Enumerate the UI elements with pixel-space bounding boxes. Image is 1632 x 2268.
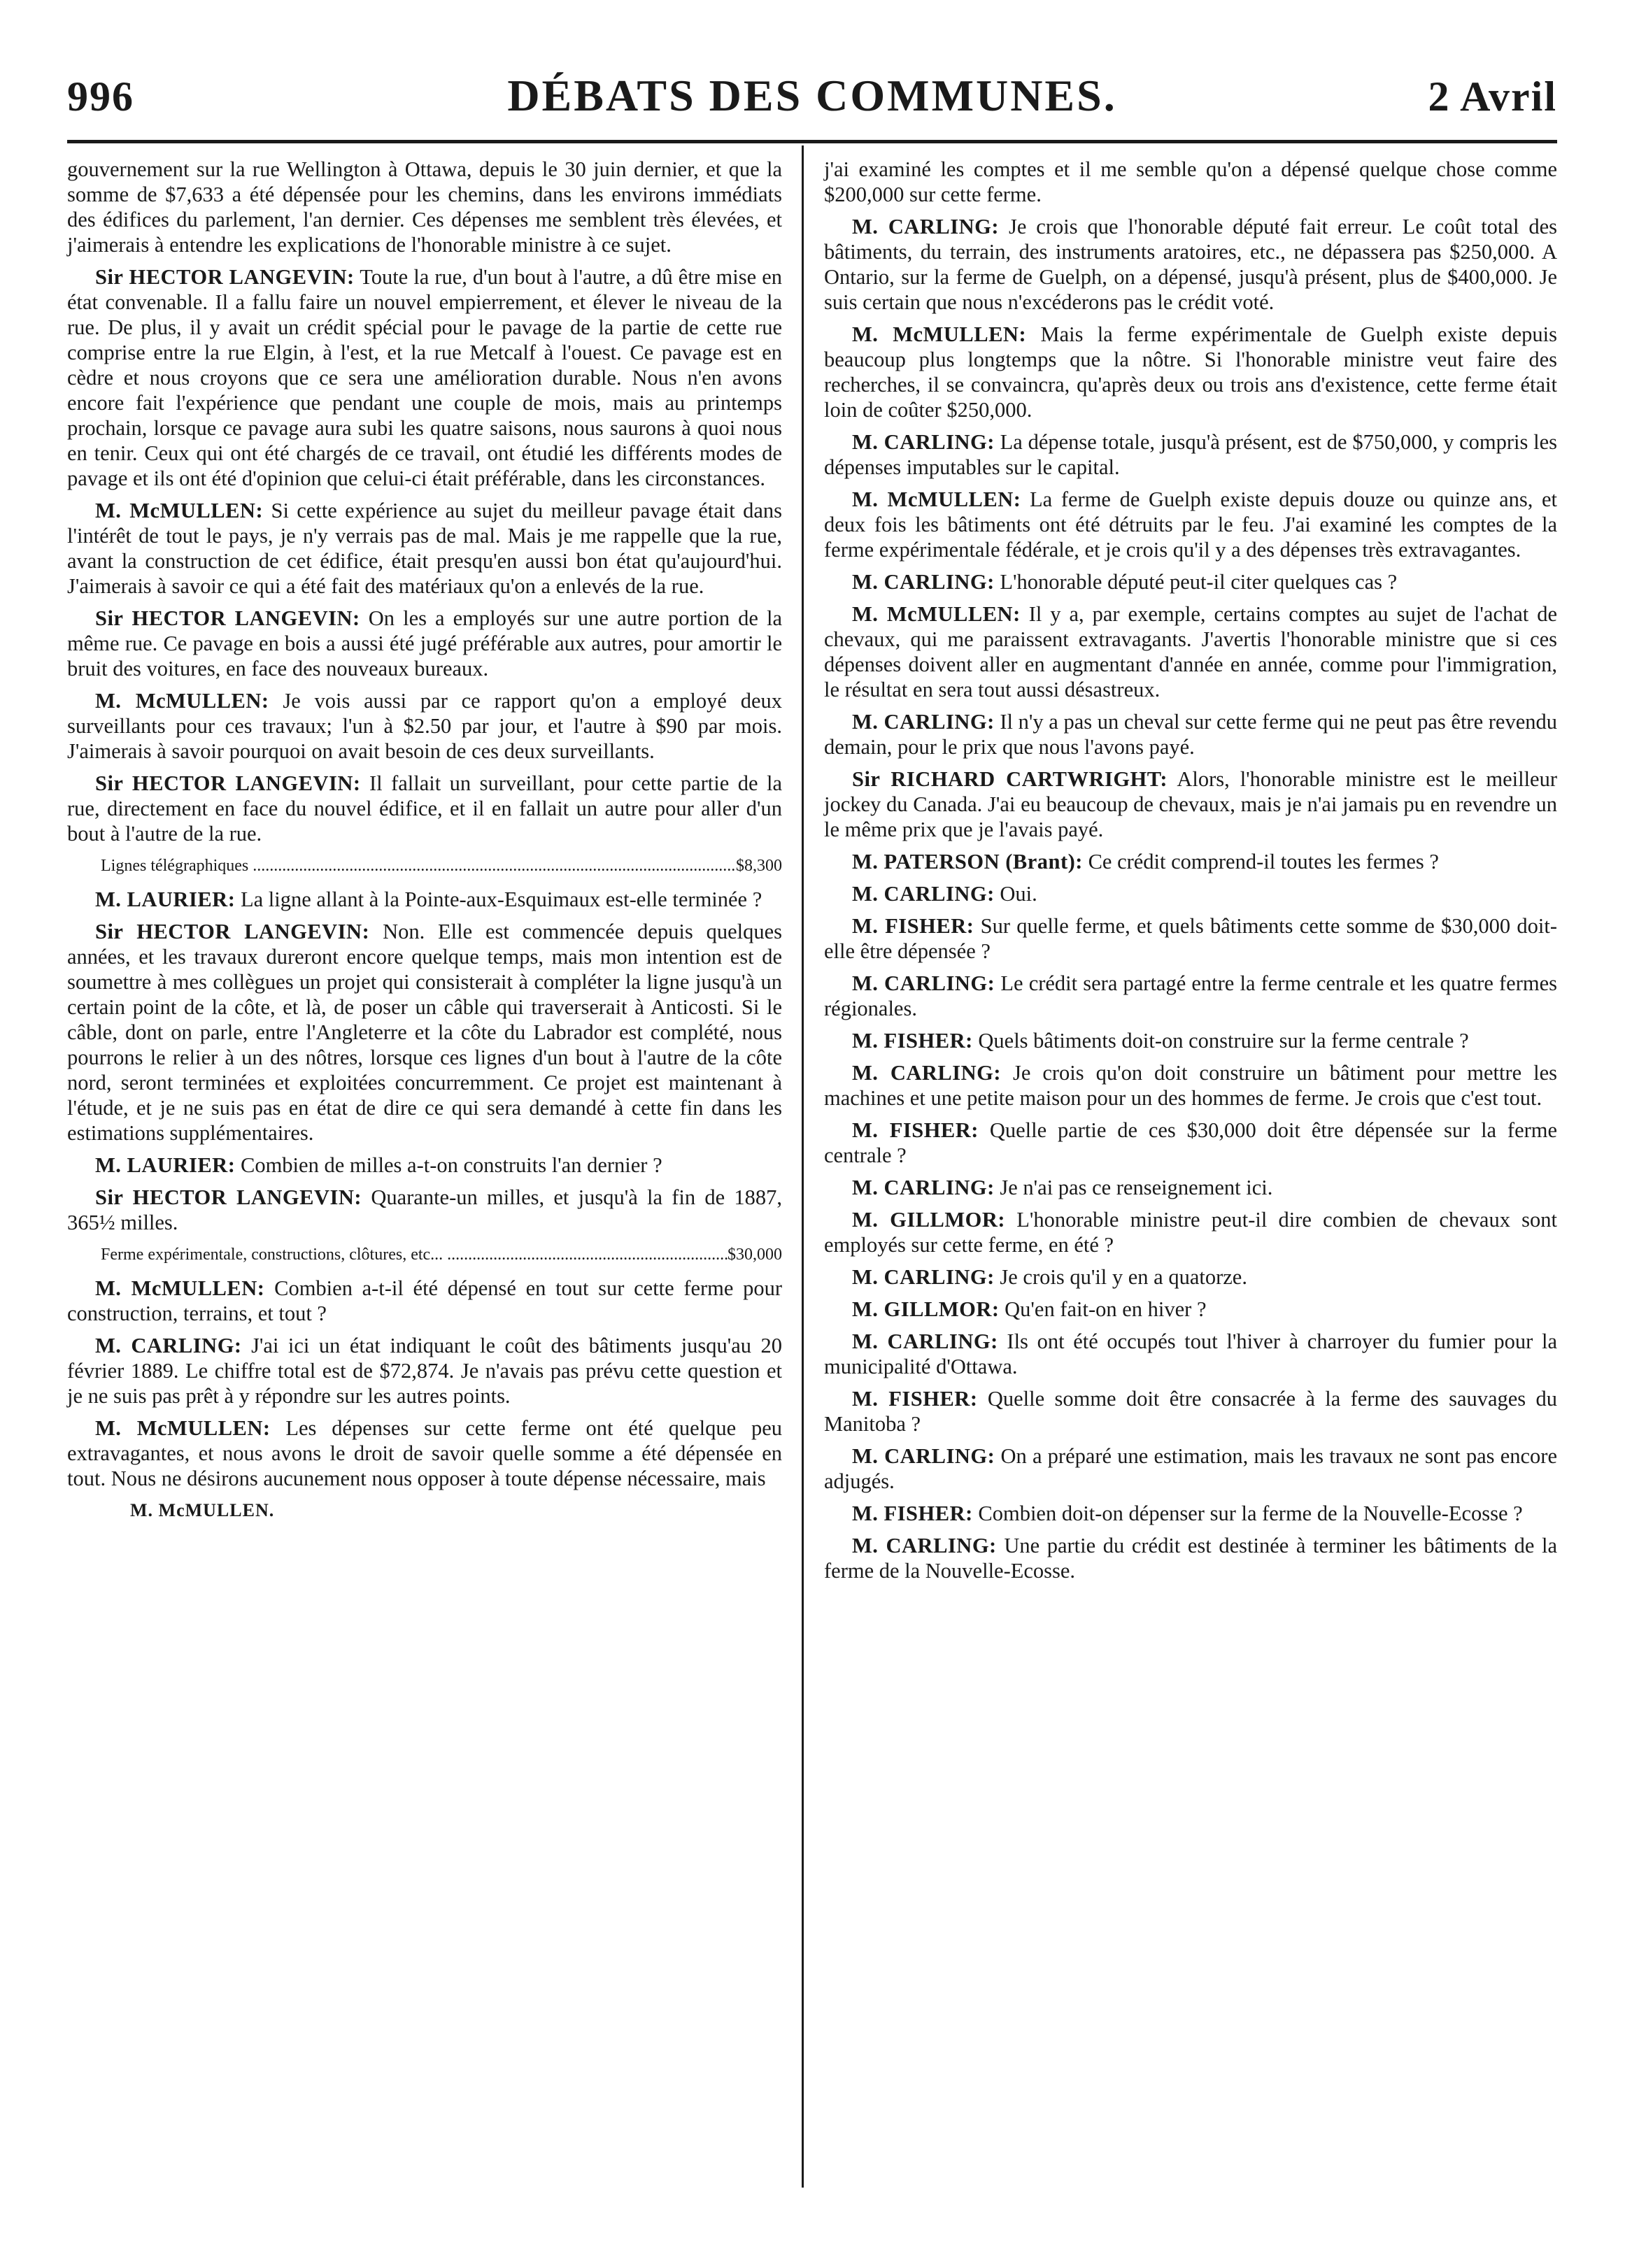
paragraph bbox=[67, 771, 782, 846]
paragraph bbox=[824, 601, 1557, 702]
speech-text: La ferme de Guelph existe depuis douze ou quinze ans, et deux fois les bâtiments ont été détruits par le feu. J'ai examiné les comptes de la ferme expérimentale fédérale, et je crois qu'il y a des dépenses très extravagantes. bbox=[824, 487, 1557, 562]
paragraph bbox=[67, 887, 782, 912]
page-number: 996 bbox=[67, 73, 134, 120]
paragraph bbox=[824, 1028, 1557, 1053]
speaker-name: M. CARLING: bbox=[852, 570, 995, 594]
speaker-name: M. CARLING: bbox=[852, 971, 995, 995]
speech-text: Mais la ferme expérimentale de Guelph existe depuis beaucoup plus longtemps que la nôtre. Si l'honorable ministre veut faire des recherches, il se convaincra, qu'après deux ou trois ans d'existence, cette ferme était loin de coûter $250,000. bbox=[824, 322, 1558, 422]
speech-text: Je n'ai pas ce renseignement ici. bbox=[1000, 1176, 1273, 1199]
paragraph bbox=[67, 498, 782, 599]
page bbox=[67, 67, 1557, 2235]
paragraph bbox=[67, 1415, 782, 1491]
paragraph bbox=[824, 971, 1557, 1021]
speech-text: La ligne allant à la Pointe-aux-Esquimaux est-elle terminée ? bbox=[240, 887, 762, 911]
speech-text: Ce crédit comprend-il toutes les fermes ? bbox=[1088, 850, 1439, 873]
estimate-label: Ferme expérimentale, constructions, clôtures, etc... ..... bbox=[101, 1242, 728, 1267]
speech-text: La dépense totale, jusqu'à présent, est de $750,000, y compris les dépenses imputables sur le capital. bbox=[824, 430, 1558, 479]
speaker-name: M. McMULLEN: bbox=[95, 1276, 265, 1300]
speech-text: Quelle somme doit être consacrée à la ferme des sauvages du Manitoba ? bbox=[824, 1387, 1558, 1436]
page-title: DÉBATS DES COMMUNES. bbox=[507, 71, 1117, 120]
speaker-name: M. LAURIER: bbox=[95, 1153, 236, 1177]
paragraph bbox=[824, 1329, 1557, 1379]
speech-text: L'honorable ministre peut-il dire combien de chevaux sont employés sur cette ferme, en été ? bbox=[824, 1208, 1558, 1257]
header-rule bbox=[67, 140, 1557, 143]
estimate-item bbox=[101, 1242, 782, 1267]
estimate-amount: $30,000 bbox=[728, 1246, 782, 1264]
paragraph bbox=[824, 913, 1557, 964]
speaker-name: Sir HECTOR LANGEVIN: bbox=[95, 606, 360, 630]
speech-text: J'ai ici un état indiquant le coût des bâtiments jusqu'au 20 février 1889. Le chiffre total est de $72,874. Je n'avais pas prévu cette question et je ne suis pas prêt à y répondre sur les autres points. bbox=[67, 1334, 782, 1408]
speaker-name: M. FISHER: bbox=[852, 1029, 973, 1053]
column-divider bbox=[802, 145, 804, 2188]
paragraph bbox=[67, 264, 782, 491]
paragraph: gouvernement sur la rue Wellington à Ottawa, depuis le 30 juin dernier, et que la somme de $7,633 a été dépensée pour les chemins, dans les environs immédiats des édifices du parlement, l'an dernier. Ces dépenses me semblent très élevées, et j'aimerais à entendre les explications de l'honorable ministre à ce sujet. bbox=[67, 157, 782, 257]
speech-text: Combien doit-on dépenser sur la ferme de la Nouvelle-Ecosse ? bbox=[978, 1502, 1523, 1525]
speaker-name: M. CARLING: bbox=[852, 1534, 997, 1557]
speaker-name: M. CARLING: bbox=[852, 710, 995, 734]
speaker-name: Sir HECTOR LANGEVIN: bbox=[95, 920, 370, 943]
paragraph bbox=[824, 1060, 1557, 1111]
speaker-name: M. FISHER: bbox=[852, 914, 974, 938]
speech-text: Quelle partie de ces $30,000 doit être dépensée sur la ferme centrale ? bbox=[824, 1118, 1558, 1167]
speaker-name: M. FISHER: bbox=[852, 1387, 978, 1411]
speech-text: Le crédit sera partagé entre la ferme centrale et les quatre fermes régionales. bbox=[824, 971, 1557, 1020]
paragraph bbox=[67, 1276, 782, 1326]
paragraph bbox=[824, 569, 1557, 594]
speaker-name: M. McMULLEN: bbox=[95, 499, 264, 522]
speech-text: Quarante-un milles, et jusqu'à la fin de 1887, 365½ milles. bbox=[67, 1185, 782, 1234]
speech-text: Je crois que l'honorable député fait erreur. Le coût total des bâtiments, du terrain, des instruments aratoires, etc., ne dépassera pas $250,000. A Ontario, sur la ferme de Guelph, on a dépensé, jusqu'à présent, plus de $400,000. Je suis certain que nous n'excéderons pas le crédit voté. bbox=[824, 215, 1557, 314]
speaker-name: M. GILLMOR: bbox=[852, 1297, 1000, 1321]
speech-text: Non. Elle est commencée depuis quelques années, et les travaux dureront encore quelque temps, mais mon intention est de soumettre à mes collègues un projet qui consisterait à compléter la ligne jusqu'à un certain point de la côte, et là, de poser un câble qui traverserait à Anticosti. Si le câble, dont on parle, entre l'Angleterre et la côte du Labrador est complété, nous pourrons le relier à un des nôtres, lorsque ces lignes d'un bout à l'autre de la côte nord, seront terminées et exploitées concurremment. Ce projet est maintenant à l'étude, et je ne suis pas en état de dire ce qui sera demandé à cette fin dans les estimations supplémentaires. bbox=[67, 920, 783, 1145]
paragraph bbox=[67, 606, 782, 681]
speech-text: Je crois qu'on doit construire un bâtiment pour mettre les machines et une petite maison pour un des hommes de ferme. Je crois que c'est tout. bbox=[824, 1061, 1557, 1110]
page-date: 2 Avril bbox=[1428, 73, 1557, 120]
paragraph bbox=[824, 1533, 1557, 1583]
speech-text: Combien de milles a-t-on construits l'an dernier ? bbox=[240, 1153, 662, 1177]
speaker-name: M. CARLING: bbox=[852, 1265, 995, 1289]
speech-text: Une partie du crédit est destinée à terminer les bâtiments de la ferme de la Nouvelle-Ecosse. bbox=[824, 1534, 1557, 1583]
speaker-name: Sir HECTOR LANGEVIN: bbox=[95, 771, 361, 795]
page-header bbox=[67, 67, 1557, 130]
speaker-name: M. McMULLEN: bbox=[95, 689, 269, 713]
speech-text: Toute la rue, d'un bout à l'autre, a dû être mise en état convenable. Il a fallu faire un nouvel empierrement, et élever le niveau de la rue. De plus, il y avait un crédit spécial pour le pavage de la partie de cette rue comprise entre la rue Elgin, à l'est, et la rue Metcalf à l'ouest. Ce pavage est en cèdre et nous croyons que ce sera une amélioration durable. Nous n'en avons encore fait l'expérience que pendant une couple de mois, mais au printemps prochain, lorsque ce pavage aura subi les quatre saisons, nous saurons à quoi nous en tenir. Ceux qui ont été chargés de ce travail, ont étudié les différents modes de pavage et ils ont été d'opinion que celui-ci était préférable, dans les circonstances. bbox=[67, 265, 782, 490]
paragraph bbox=[824, 429, 1557, 480]
speech-text: Sur quelle ferme, et quels bâtiments cette somme de $30,000 doit-elle être dépensée ? bbox=[824, 914, 1558, 963]
speech-text: L'honorable député peut-il citer quelques cas ? bbox=[1000, 570, 1398, 594]
speaker-name: Sir HECTOR LANGEVIN: bbox=[95, 1185, 362, 1209]
speaker-name: M. PATERSON (Brant): bbox=[852, 850, 1083, 873]
left-column bbox=[67, 157, 782, 1523]
paragraph bbox=[824, 1501, 1557, 1526]
paragraph bbox=[67, 919, 782, 1146]
paragraph bbox=[824, 1443, 1557, 1494]
speech-text: Il y a, par exemple, certains comptes au sujet de l'achat de chevaux, qui me paraissent extravagants. J'avertis l'honorable ministre que si ces dépenses doivent aller en augmentant d'année en année, comme pour l'immigration, le résultat en sera tout aussi désastreux. bbox=[824, 602, 1558, 701]
speaker-name: M. CARLING: bbox=[95, 1334, 242, 1357]
speaker-name: M. CARLING: bbox=[852, 1444, 995, 1468]
paragraph bbox=[824, 487, 1557, 562]
paragraph bbox=[824, 1175, 1557, 1200]
speaker-name: M. FISHER: bbox=[852, 1118, 979, 1142]
estimate-amount: $8,300 bbox=[736, 857, 782, 875]
estimate-label: Lignes télégraphiques ..... bbox=[101, 853, 736, 878]
speaker-name: M. FISHER: bbox=[852, 1502, 973, 1525]
speech-text: Alors, l'honorable ministre est le meilleur jockey du Canada. J'ai eu beaucoup de chevaux, mais je n'ai jamais pu en revendre un le même prix que je l'avais payé. bbox=[824, 767, 1557, 841]
paragraph bbox=[824, 709, 1557, 759]
speaker-name: M. GILLMOR: bbox=[852, 1208, 1006, 1232]
speaker-name: M. McMULLEN: bbox=[852, 322, 1027, 346]
paragraph bbox=[824, 1386, 1557, 1436]
speaker-name: Sir HECTOR LANGEVIN: bbox=[95, 265, 355, 289]
paragraph bbox=[67, 688, 782, 764]
speech-text: On a préparé une estimation, mais les travaux ne sont pas encore adjugés. bbox=[824, 1444, 1557, 1493]
paragraph bbox=[824, 1297, 1557, 1322]
speech-text: Il fallait un surveillant, pour cette partie de la rue, directement en face du nouvel édifice, et il en fallait un autre pour aller d'un bout à l'autre de la rue. bbox=[67, 771, 783, 846]
speaker-name: M. CARLING: bbox=[852, 1061, 1002, 1085]
speech-text: Ils ont été occupés tout l'hiver à charroyer du fumier pour la municipalité d'Ottawa. bbox=[824, 1329, 1557, 1378]
paragraph bbox=[824, 1264, 1557, 1290]
speaker-name: M. LAURIER: bbox=[95, 887, 236, 911]
speech-text: On les a employés sur une autre portion de la même rue. Ce pavage en bois a aussi été jugé préférable aux autres, pour amortir le bruit des voitures, en face des nouveaux bureaux. bbox=[67, 606, 783, 680]
speech-text: Qu'en fait-on en hiver ? bbox=[1005, 1297, 1207, 1321]
speaker-name: Sir RICHARD CARTWRIGHT: bbox=[852, 767, 1168, 791]
speaker-name: M. CARLING: bbox=[852, 1176, 995, 1199]
paragraph bbox=[67, 1333, 782, 1408]
paragraph: j'ai examiné les comptes et il me semble qu'on a dépensé quelque chose comme $200,000 sur cette ferme. bbox=[824, 157, 1557, 206]
paragraph bbox=[824, 322, 1557, 422]
catchword: M. McMULLEN. bbox=[130, 1500, 275, 1520]
speech-text: Il n'y a pas un cheval sur cette ferme qui ne peut pas être revendu demain, pour le prix que nous l'avons payé. bbox=[824, 710, 1557, 759]
speech-text: Si cette expérience au sujet du meilleur pavage était dans l'intérêt de tout le pays, je n'y verrais pas de mal. Mais je me rappelle que la rue, avant la construction de cet édifice, était presqu'en aussi bon état qu'aujourd'hui. J'aimerais à savoir ce qui a été fait des matériaux qu'on a enlevés de la rue. bbox=[67, 499, 783, 598]
paragraph bbox=[824, 1207, 1557, 1257]
speech-text: Combien a-t-il été dépensé en tout sur cette ferme pour construction, terrains, et tout ? bbox=[67, 1276, 783, 1325]
speaker-name: M. McMULLEN: bbox=[852, 602, 1021, 626]
speaker-name: M. CARLING: bbox=[852, 882, 995, 906]
paragraph bbox=[824, 214, 1557, 315]
paragraph bbox=[67, 1153, 782, 1178]
paragraph bbox=[824, 1118, 1557, 1168]
speaker-name: M. CARLING: bbox=[852, 215, 1000, 238]
speaker-name: M. CARLING: bbox=[852, 430, 995, 454]
estimate-item bbox=[101, 853, 782, 878]
speaker-name: M. McMULLEN: bbox=[95, 1416, 271, 1440]
speech-text: Les dépenses sur cette ferme ont été quelque peu extravagantes, et nous avons le droit de savoir quelle somme a été dépensée en tout. Nous ne désirons aucunement nous opposer à toute dépense nécessaire, mais bbox=[67, 1416, 783, 1490]
speech-text: Oui. bbox=[1000, 882, 1037, 906]
speaker-name: M. McMULLEN: bbox=[852, 487, 1021, 511]
paragraph bbox=[824, 766, 1557, 842]
paragraph bbox=[67, 1185, 782, 1235]
speech-text: Je crois qu'il y en a quatorze. bbox=[1000, 1265, 1247, 1289]
speech-text: Quels bâtiments doit-on construire sur la ferme centrale ? bbox=[978, 1029, 1469, 1053]
speech-text: Je vois aussi par ce rapport qu'on a employé deux surveillants pour ces travaux; l'un à $2.50 par jour, et l'autre à $90 par mois. J'aimerais à savoir pourquoi on avait besoin de ces deux surveillants. bbox=[67, 689, 783, 763]
paragraph bbox=[824, 849, 1557, 874]
paragraph bbox=[824, 881, 1557, 906]
right-column bbox=[824, 157, 1557, 1590]
speaker-name: M. CARLING: bbox=[852, 1329, 998, 1353]
